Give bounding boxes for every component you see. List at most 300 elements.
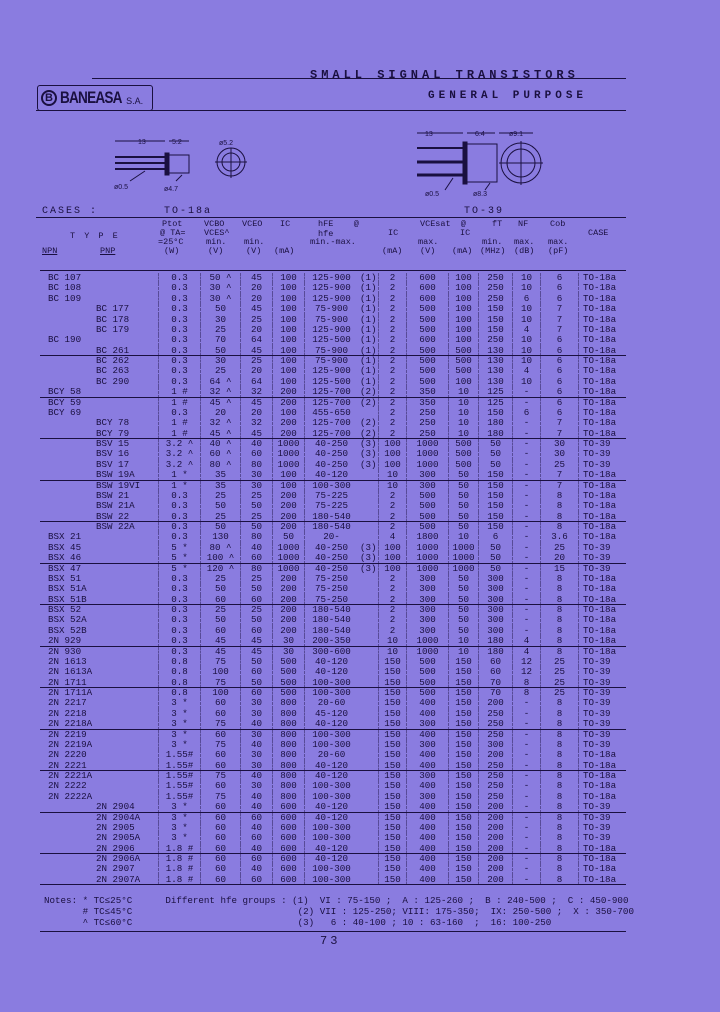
cell-ic2: 150 (378, 698, 406, 708)
cell-ic: 600 (272, 833, 304, 843)
cell-ptot: 0.3 (158, 346, 200, 356)
cell-ic: 100 (272, 356, 304, 366)
cell-case: TO-18a (578, 429, 626, 439)
cell-vcesat: 1000 (406, 553, 448, 563)
cell-vcesat: 300 (406, 470, 448, 480)
cell-ptot: 1.8 # (158, 864, 200, 874)
cell-nf: - (512, 823, 540, 833)
table-row (40, 719, 626, 729)
cell-ic2: 10 (378, 647, 406, 657)
cell-ft: 200 (478, 802, 512, 812)
cell-ic: 1000 (272, 553, 304, 563)
cell-ic3: 500 (448, 346, 478, 356)
cell-vceo: 60 (240, 553, 272, 563)
cell-ft: 250 (478, 781, 512, 791)
cell-ft: 300 (478, 584, 512, 594)
cell-case: TO-39 (578, 719, 626, 729)
cell-case: TO-18a (578, 595, 626, 605)
cell-vcbo: 130 (200, 532, 240, 542)
cell-npn: 2N 2219 (48, 728, 87, 740)
cell-grp: (1) (360, 375, 377, 387)
cell-grp (358, 512, 378, 522)
cell-hfe: 40-120 (304, 771, 358, 781)
cell-npn: 2N 2218 (48, 707, 87, 719)
cell-ft: 150 (478, 325, 512, 335)
cell-vcbo: 80 ^ (200, 543, 240, 553)
cell-vceo: 40 (240, 771, 272, 781)
cell-grp (358, 667, 378, 677)
cell-case: TO-18a (578, 304, 626, 314)
cell-ic2: 100 (378, 439, 406, 449)
cell-nf: 4 (512, 647, 540, 657)
cell-grp (358, 574, 378, 584)
cell-ic: 200 (272, 398, 304, 408)
cell-ft: 60 (478, 657, 512, 667)
cell-pnp (88, 543, 158, 553)
cell-vcbo: 25 (200, 491, 240, 501)
cell-nf: 12 (512, 667, 540, 677)
cell-ic2: 150 (378, 730, 406, 740)
cell-hfe: 75-225 (304, 491, 358, 501)
cell-ptot: 3 * (158, 740, 200, 750)
cell-vcbo: 75 (200, 657, 240, 667)
cell-pnp (88, 283, 158, 293)
document-title: SMALL SIGNAL TRANSISTORS (310, 68, 579, 82)
hdr-vcesat-max: max. (418, 237, 439, 247)
cell-nf: - (512, 470, 540, 480)
cell-vceo: 40 (240, 844, 272, 854)
cell-ptot: 3 * (158, 833, 200, 843)
table-row (40, 553, 626, 563)
cell-vceo: 50 (240, 584, 272, 594)
cell-vcesat: 400 (406, 781, 448, 791)
cell-ic3: 150 (448, 792, 478, 802)
cell-ft: 250 (478, 719, 512, 729)
cell-vcesat: 1800 (406, 532, 448, 542)
cell-hfe: 125-700 (304, 398, 358, 408)
cell-hfe: 40-250 (304, 449, 358, 459)
cell-vcesat: 400 (406, 730, 448, 740)
cell-vcbo: 60 (200, 709, 240, 719)
cell-pnp: BSW 21A (96, 500, 135, 512)
cell-ic2: 2 (378, 605, 406, 615)
cell-hfe: 40-120 (304, 854, 358, 864)
cell-ft: 125 (478, 398, 512, 408)
cell-pnp: BSV 16 (96, 448, 130, 460)
cell-vcbo: 60 (200, 875, 240, 885)
cell-hfe: 300-600 (304, 647, 358, 657)
cell-npn: BCY 59 (48, 396, 82, 408)
cell-hfe: 20-60 (304, 698, 358, 708)
cell-ic: 100 (272, 283, 304, 293)
cell-ft: 70 (478, 678, 512, 688)
cell-ic: 1000 (272, 564, 304, 574)
cell-ic2: 2 (378, 283, 406, 293)
cell-ic2: 2 (378, 377, 406, 387)
cell-vceo: 20 (240, 283, 272, 293)
cell-npn (40, 802, 88, 812)
cell-case: TO-39 (578, 688, 626, 698)
cell-pnp (88, 667, 158, 677)
cell-ic2: 150 (378, 802, 406, 812)
cell-hfe: 40-120 (304, 657, 358, 667)
cell-vcesat: 400 (406, 802, 448, 812)
cell-ft: 300 (478, 595, 512, 605)
cell-vcesat: 400 (406, 709, 448, 719)
cell-ic3: 50 (448, 626, 478, 636)
cell-vceo: 60 (240, 688, 272, 698)
cell-npn: BSX 51A (48, 583, 87, 595)
cell-cob: 6 (540, 356, 578, 366)
cell-vcesat: 250 (406, 429, 448, 439)
cell-grp (358, 605, 378, 615)
cell-vcbo: 75 (200, 678, 240, 688)
cell-cob: 8 (540, 864, 578, 874)
cell-ic3: 500 (448, 449, 478, 459)
cell-hfe: 75-900 (304, 315, 358, 325)
cell-nf: 10 (512, 315, 540, 325)
cell-vcbo: 75 (200, 771, 240, 781)
cell-pnp: BSW 21 (96, 489, 130, 501)
cell-vcbo: 45 (200, 636, 240, 646)
cell-vcbo: 60 (200, 626, 240, 636)
cell-vcbo: 60 (200, 781, 240, 791)
cell-vceo: 30 (240, 781, 272, 791)
cell-nf: - (512, 833, 540, 843)
cell-grp (358, 854, 378, 864)
cell-nf: - (512, 698, 540, 708)
cell-ic3: 1000 (448, 564, 478, 574)
cell-ic3: 150 (448, 781, 478, 791)
cell-ptot: 0.3 (158, 647, 200, 657)
cell-vceo: 40 (240, 802, 272, 812)
cell-ic2: 150 (378, 875, 406, 885)
cell-ic: 50 (272, 532, 304, 542)
cell-ic2: 100 (378, 543, 406, 553)
cell-vceo: 80 (240, 460, 272, 470)
cell-nf: - (512, 574, 540, 584)
hdr-hfe-small: hfe (318, 229, 334, 239)
cell-cob: 6 (540, 346, 578, 356)
cell-cob: 20 (540, 553, 578, 563)
cell-npn: 2N 2221A (48, 770, 93, 781)
hdr-ic-unit: (mA) (274, 246, 295, 256)
cell-hfe: 40-250 (304, 460, 358, 470)
cell-pnp: BSW 19A (96, 469, 135, 481)
cell-nf: - (512, 481, 540, 491)
cell-vcesat: 400 (406, 698, 448, 708)
cell-vcesat: 500 (406, 657, 448, 667)
cell-vcbo: 45 ^ (200, 398, 240, 408)
cell-vcesat: 500 (406, 688, 448, 698)
cell-vceo: 40 (240, 719, 272, 729)
cell-npn: 2N 2218A (48, 718, 93, 730)
cell-nf: - (512, 875, 540, 885)
cell-ic2: 100 (378, 460, 406, 470)
cell-ic2: 10 (378, 470, 406, 480)
cell-cob: 8 (540, 636, 578, 646)
cell-vcesat: 300 (406, 605, 448, 615)
cell-nf: - (512, 429, 540, 439)
cell-ic2: 2 (378, 366, 406, 376)
table-row (40, 875, 626, 885)
cell-ic: 1000 (272, 460, 304, 470)
cell-ic2: 150 (378, 844, 406, 854)
cell-ic2: 2 (378, 615, 406, 625)
cell-pnp: BC 290 (96, 375, 130, 387)
cell-vcesat: 500 (406, 501, 448, 511)
cell-case: TO-39 (578, 833, 626, 843)
cell-case: TO-18a (578, 761, 626, 771)
cell-ic: 200 (272, 605, 304, 615)
cell-grp (358, 688, 378, 698)
cell-vcbo: 60 (200, 761, 240, 771)
cell-ic2: 150 (378, 709, 406, 719)
cell-hfe: 125-500 (304, 335, 358, 345)
cell-grp: (1) (360, 292, 377, 304)
cell-vcbo: 20 (200, 408, 240, 418)
cell-vceo: 50 (240, 615, 272, 625)
cell-pnp (88, 532, 158, 542)
cell-cob: 8 (540, 823, 578, 833)
cell-vceo: 30 (240, 750, 272, 760)
cell-ic3: 100 (448, 283, 478, 293)
cell-ic3: 150 (448, 698, 478, 708)
cell-ic3: 150 (448, 844, 478, 854)
cell-npn: BSX 51 (48, 572, 82, 584)
cell-vcesat: 300 (406, 481, 448, 491)
cell-pnp (88, 273, 158, 283)
hdr-vcbo-min: min. (206, 237, 227, 247)
cell-ft: 250 (478, 709, 512, 719)
cell-ic2: 2 (378, 304, 406, 314)
hdr-cob: Cob (550, 219, 566, 229)
cell-case: TO-18a (578, 398, 626, 408)
cell-ic: 500 (272, 667, 304, 677)
cell-vceo: 45 (240, 647, 272, 657)
cell-ptot: 0.3 (158, 615, 200, 625)
cell-case: TO-18a (578, 636, 626, 646)
cell-cob: 8 (540, 709, 578, 719)
hdr-vces: VCES^ (204, 228, 230, 238)
note-tc60: ^ TC≤60°C (82, 917, 133, 928)
cell-hfe: 40-250 (304, 543, 358, 553)
cell-ic: 600 (272, 844, 304, 854)
cell-ptot: 1.55# (158, 792, 200, 802)
cell-case: TO-18a (578, 605, 626, 615)
cell-vcbo: 60 (200, 802, 240, 812)
cell-ft: 150 (478, 501, 512, 511)
cell-ic2: 100 (378, 564, 406, 574)
cell-npn: 2N 929 (48, 635, 82, 647)
cell-hfe: 100-300 (304, 792, 358, 802)
logo-b-icon: B (41, 90, 57, 106)
cell-ptot: 1 # (158, 398, 200, 408)
baneasa-logo (37, 85, 153, 111)
cell-npn: 2N 2219A (48, 738, 93, 750)
cell-vcesat: 500 (406, 304, 448, 314)
cell-ic: 1000 (272, 543, 304, 553)
cell-cob: 8 (540, 491, 578, 501)
cell-hfe: 75-250 (304, 574, 358, 584)
cell-vcesat: 1000 (406, 439, 448, 449)
cell-case: TO-18a (578, 771, 626, 781)
cell-ptot: 0.3 (158, 574, 200, 584)
cell-npn (40, 875, 88, 885)
cell-ft: 150 (478, 304, 512, 314)
cell-grp: (1) (360, 282, 377, 294)
cell-cob: 7 (540, 325, 578, 335)
cell-vceo: 45 (240, 346, 272, 356)
cell-ic3: 150 (448, 802, 478, 812)
cell-ic2: 150 (378, 667, 406, 677)
cell-npn: 2N 1613 (48, 655, 87, 667)
cell-grp (358, 823, 378, 833)
cell-pnp: BCY 78 (96, 417, 130, 429)
cell-case: TO-18a (578, 283, 626, 293)
cell-nf: - (512, 719, 540, 729)
table-row (40, 802, 626, 812)
cell-pnp (88, 387, 158, 397)
hdr-case: CASE (588, 228, 609, 238)
cell-pnp: BC 179 (96, 323, 130, 335)
cell-pnp: BSW 22A (96, 521, 135, 532)
cell-ptot: 0.3 (158, 605, 200, 615)
cell-nf: - (512, 730, 540, 740)
cell-vceo: 20 (240, 294, 272, 304)
cell-hfe: 180-540 (304, 512, 358, 522)
cell-vcbo: 50 (200, 501, 240, 511)
cell-cob: 8 (540, 740, 578, 750)
cell-ic: 500 (272, 678, 304, 688)
to39-case-drawing-icon (415, 128, 555, 200)
cell-npn (40, 512, 88, 522)
cell-vceo: 64 (240, 335, 272, 345)
cell-vceo: 64 (240, 377, 272, 387)
cell-hfe: 40-250 (304, 564, 358, 574)
cell-ic3: 150 (448, 833, 478, 843)
cell-ic: 600 (272, 802, 304, 812)
cell-ft: 300 (478, 740, 512, 750)
cell-pnp: 2N 2906 (96, 842, 135, 854)
cell-ic3: 150 (448, 667, 478, 677)
cell-nf: - (512, 439, 540, 449)
cell-cob: 25 (540, 460, 578, 470)
cell-ft: 250 (478, 335, 512, 345)
cell-vceo: 50 (240, 501, 272, 511)
cell-ft: 150 (478, 470, 512, 480)
cell-nf: - (512, 398, 540, 408)
cell-ic3: 50 (448, 522, 478, 532)
cell-vcesat: 500 (406, 346, 448, 356)
cell-ft: 300 (478, 626, 512, 636)
cell-grp (358, 647, 378, 657)
cell-case: TO-39 (578, 698, 626, 708)
cell-grp: (3) (360, 458, 377, 470)
cell-ic3: 150 (448, 854, 478, 864)
cell-vcbo: 30 (200, 356, 240, 366)
cell-ft: 180 (478, 429, 512, 439)
cell-nf: - (512, 750, 540, 760)
cell-ptot: 3 * (158, 823, 200, 833)
cell-ft: 200 (478, 833, 512, 843)
cell-vcbo: 60 ^ (200, 449, 240, 459)
cell-ft: 125 (478, 387, 512, 397)
cell-npn (40, 449, 88, 459)
hdr-ic3: IC (460, 228, 471, 238)
cell-npn (40, 854, 88, 864)
cell-cob: 8 (540, 833, 578, 843)
cell-case: TO-39 (578, 678, 626, 688)
cell-hfe: 75-225 (304, 501, 358, 511)
cell-grp: (1) (360, 355, 377, 366)
cell-pnp (88, 564, 158, 574)
cell-vcbo: 80 ^ (200, 460, 240, 470)
cell-hfe: 100-300 (304, 730, 358, 740)
cell-ptot: 0.3 (158, 283, 200, 293)
cell-npn (40, 813, 88, 823)
cell-ic3: 10 (448, 418, 478, 428)
cell-ic2: 2 (378, 356, 406, 366)
page-number: 73 (320, 934, 341, 948)
hdr-ic2-unit: (mA) (382, 246, 403, 256)
table-header-block (40, 219, 626, 256)
cell-ptot: 0.3 (158, 304, 200, 314)
cell-cob: 8 (540, 792, 578, 802)
transistor-table (40, 219, 626, 885)
cell-cob: 25 (540, 657, 578, 667)
cell-nf: - (512, 813, 540, 823)
cell-pnp (88, 657, 158, 667)
cell-case: TO-18a (578, 532, 626, 542)
cell-vcesat: 500 (406, 325, 448, 335)
cell-nf: - (512, 771, 540, 781)
cell-hfe: 100-300 (304, 740, 358, 750)
cell-case: TO-18a (578, 366, 626, 376)
cell-cob: 7 (540, 429, 578, 439)
cell-case: TO-39 (578, 823, 626, 833)
cell-nf: - (512, 792, 540, 802)
cell-ft: 150 (478, 315, 512, 325)
cell-pnp: BC 262 (96, 355, 130, 366)
cell-nf: 6 (512, 294, 540, 304)
cell-nf: 8 (512, 688, 540, 698)
cell-npn: BC 109 (48, 292, 82, 304)
cell-ptot: 1 # (158, 387, 200, 397)
cell-ft: 50 (478, 460, 512, 470)
cell-nf: 10 (512, 377, 540, 387)
cell-hfe: 180-540 (304, 615, 358, 625)
cell-ptot: 1 # (158, 429, 200, 439)
cell-ic2: 150 (378, 864, 406, 874)
cell-nf: - (512, 605, 540, 615)
cell-hfe: 40-250 (304, 439, 358, 449)
cell-nf: 10 (512, 346, 540, 356)
cell-npn: BSX 52A (48, 614, 87, 626)
hdr-ic2: IC (388, 228, 399, 238)
cell-ic3: 1000 (448, 553, 478, 563)
cell-npn (40, 501, 88, 511)
cell-npn (40, 460, 88, 470)
table-body (40, 273, 626, 885)
cell-ft: 200 (478, 854, 512, 864)
cell-vceo: 40 (240, 823, 272, 833)
cell-ptot: 0.3 (158, 294, 200, 304)
cell-ptot: 0.8 (158, 688, 200, 698)
cell-nf: 12 (512, 657, 540, 667)
cell-vceo: 25 (240, 512, 272, 522)
hdr-nf-max: max. (514, 237, 535, 247)
